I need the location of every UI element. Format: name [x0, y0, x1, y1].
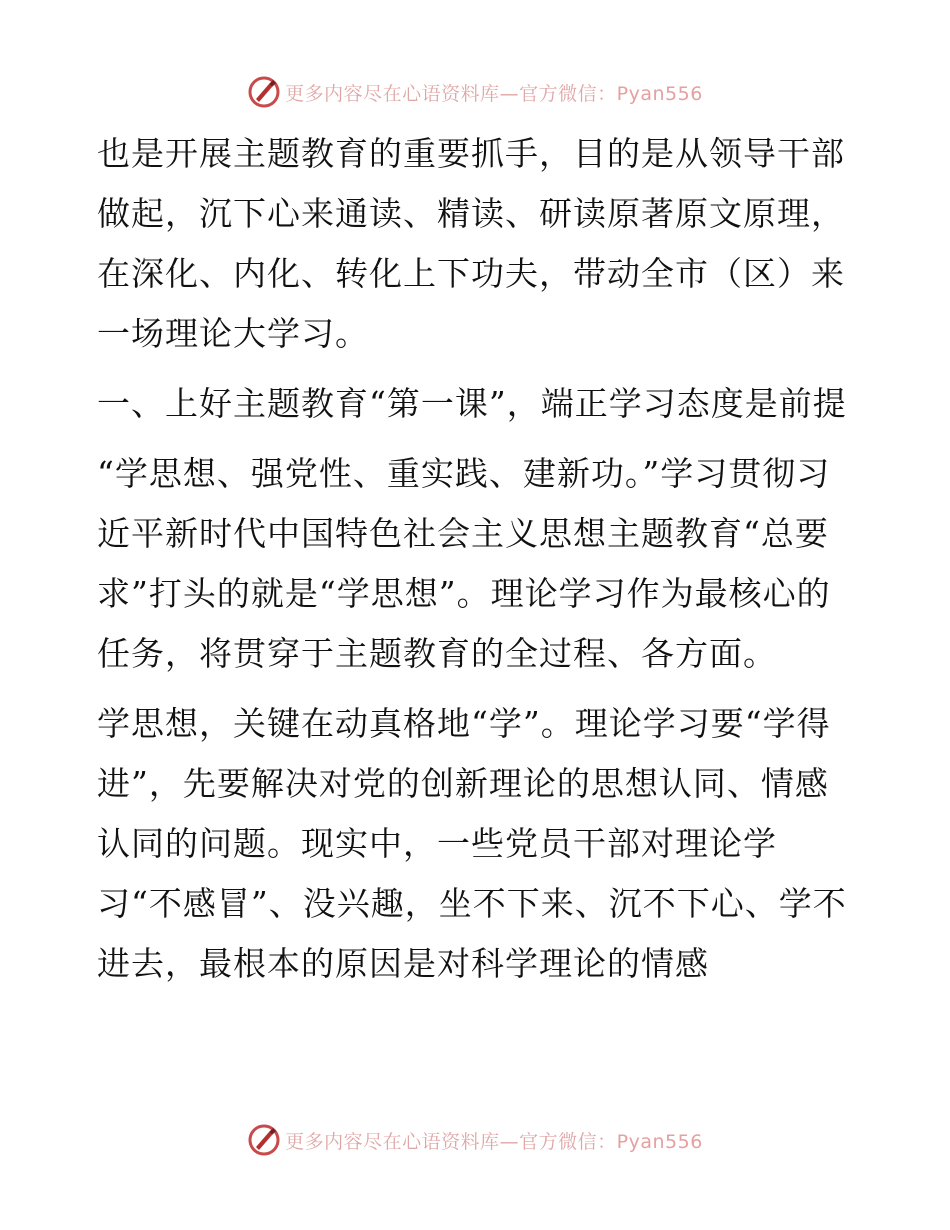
header-watermark: [0, 72, 950, 112]
paragraph-intro: 也是开展主题教育的重要抓手，目的是从领导干部做起，沉下心来通读、精读、研读原著原文原理，在深化、内化、转化上下功夫，带动全市（区）来一场理论大学习。: [97, 134, 845, 353]
red-pen-circle-icon: [247, 75, 281, 109]
red-pen-circle-icon: [247, 1123, 281, 1157]
watermark-text: 更多内容尽在心语资料库—官方微信：Pyan556: [285, 1130, 703, 1153]
section-heading: 一、上好主题教育“第一课”，端正学习态度是前提: [97, 384, 847, 423]
watermark-text: 更多内容尽在心语资料库—官方微信：Pyan556: [285, 82, 703, 105]
footer-watermark: [0, 1120, 950, 1160]
document-body: [97, 124, 857, 1004]
paragraph-real-study: 学思想，关键在动真格地“学”。理论学习要“学得进”，先要解决对党的创新理论的思想认同、情感认同的问题。现实中，一些党员干部对理论学习“不感冒”、没兴趣，坐不下来、沉不下心、学不进去，最根本的原因是对科学理论的情感: [97, 704, 847, 983]
paragraph-study-thought: “学思想、强党性、重实践、建新功。”学习贯彻习近平新时代中国特色社会主义思想主题教育“总要求”打头的就是“学思想”。理论学习作为最核心的任务，将贯穿于主题教育的全过程、各方面。: [97, 454, 831, 673]
